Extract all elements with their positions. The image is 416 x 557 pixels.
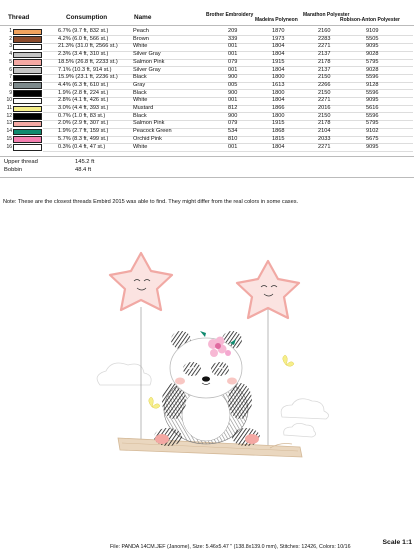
marathon-code: 2150: [318, 112, 331, 119]
thread-color-swatch: [13, 44, 42, 51]
header-separator: [0, 25, 414, 26]
thread-number: 12: [6, 112, 12, 119]
thread-name: Brown: [133, 35, 149, 42]
thread-name: Peacock Green: [133, 128, 172, 135]
thread-name: Orchid Pink: [133, 135, 162, 142]
thread-name: Gray: [133, 81, 146, 88]
thread-consumption: 6.7% (9.7 ft, 832 st.): [58, 28, 109, 34]
note-text: Note: These are the closest threads Embird 2015 was able to find. They might differ from the real colors in some cases.: [3, 199, 299, 205]
upper-thread-value: 145.2 ft: [75, 159, 95, 165]
header-brother: Brother Embroidery: [206, 12, 254, 18]
thread-consumption: 1.9% (2.7 ft, 159 st.): [58, 128, 109, 135]
header-marathon: Marathon Polyester: [303, 12, 350, 18]
marathon-code: 2283: [318, 35, 331, 42]
robison-code: 5596: [366, 74, 379, 81]
robison-code: 5505: [366, 35, 379, 42]
thread-color-swatch: [13, 129, 42, 136]
marathon-code: 2033: [318, 135, 331, 142]
thread-color-swatch: [13, 29, 42, 36]
marathon-code: 2178: [318, 120, 331, 127]
marathon-code: 2016: [318, 105, 331, 111]
robison-code: 9095: [366, 97, 379, 104]
cloud-right: [281, 399, 328, 419]
thread-name: Salmon Pink: [133, 120, 165, 127]
thread-name: Mustard: [133, 105, 154, 111]
madeira-code: 1915: [272, 120, 285, 127]
thread-consumption: 4.2% (6.0 ft, 566 st.): [58, 35, 109, 42]
robison-code: 5596: [366, 112, 379, 119]
thread-name: Black: [133, 112, 147, 119]
marathon-code: 2150: [318, 89, 331, 96]
bobbin-value: 48.4 ft: [75, 167, 92, 173]
thread-color-swatch: [13, 90, 42, 97]
header-robison: Robison-Anton Polyester: [340, 17, 401, 23]
thread-name: Salmon Pink: [133, 58, 165, 65]
brother-code: 339: [228, 35, 238, 42]
madeira-code: 1804: [272, 66, 285, 73]
thread-consumption: 18.5% (26.8 ft, 2233 st.): [58, 58, 118, 65]
thread-color-swatch: [13, 144, 42, 151]
thread-number: 2: [9, 35, 12, 42]
madeira-code: 1804: [272, 97, 285, 104]
brother-code: 812: [228, 105, 238, 111]
upper-thread-label: Upper thread: [4, 159, 38, 165]
robison-code: 9095: [366, 143, 379, 150]
marathon-code: 2137: [318, 66, 331, 73]
butterfly-right: [283, 355, 294, 366]
thread-consumption: 3.0% (4.4 ft, 393 st.): [58, 105, 109, 111]
panda: [154, 331, 260, 446]
star-balloon-left: [110, 253, 172, 310]
thread-color-swatch: [13, 67, 42, 74]
robison-code: 5795: [366, 120, 379, 127]
marathon-code: 2271: [318, 143, 331, 150]
madeira-code: 1973: [272, 35, 285, 42]
robison-code: 5795: [366, 58, 379, 65]
brother-code: 079: [228, 58, 238, 65]
robison-code: 9028: [366, 66, 379, 73]
thread-consumption: 21.3% (31.0 ft, 2566 st.): [58, 43, 118, 50]
madeira-code: 1915: [272, 58, 285, 65]
scale-label: Scale 1:1: [382, 539, 412, 546]
robison-code: 9028: [366, 51, 379, 58]
madeira-code: 1866: [272, 105, 285, 111]
marathon-code: 2271: [318, 97, 331, 104]
marathon-code: 2137: [318, 51, 331, 58]
row-divider: [43, 151, 413, 152]
madeira-code: 1870: [272, 28, 285, 34]
thread-consumption: 0.7% (1.0 ft, 83 st.): [58, 112, 106, 119]
header-thread: Thread: [8, 14, 30, 21]
thread-number: 3: [9, 43, 12, 50]
brother-code: 001: [228, 97, 238, 104]
thread-color-swatch: [13, 59, 42, 66]
robison-code: 9095: [366, 43, 379, 50]
header-consumption: Consumption: [66, 14, 108, 21]
madeira-code: 1804: [272, 143, 285, 150]
thread-number: 16: [6, 143, 12, 150]
panda-embroidery-design: [0, 225, 416, 535]
brother-code: 001: [228, 66, 238, 73]
butterfly-left: [149, 397, 160, 408]
madeira-code: 1800: [272, 89, 285, 96]
thread-name: Black: [133, 74, 147, 81]
header-madeira: Madeira Polyneon: [255, 17, 298, 23]
thread-color-swatch: [13, 113, 42, 120]
bobbin-label: Bobbin: [4, 167, 23, 173]
madeira-code: 1804: [272, 43, 285, 50]
thread-number: 13: [6, 120, 12, 127]
marathon-code: 2271: [318, 43, 331, 50]
thread-color-swatch: [13, 98, 42, 105]
thread-consumption: 2.8% (4.1 ft, 426 st.): [58, 97, 109, 104]
brother-code: 001: [228, 143, 238, 150]
thread-consumption: 1.9% (2.8 ft, 224 st.): [58, 89, 109, 96]
madeira-code: 1800: [272, 112, 285, 119]
thread-number: 10: [6, 97, 12, 104]
thread-number: 11: [6, 105, 12, 111]
cloud-left: [97, 363, 151, 385]
totals-bottom-separator: [0, 177, 414, 178]
brother-code: 534: [228, 128, 238, 135]
robison-code: 5616: [366, 105, 379, 111]
madeira-code: 1804: [272, 51, 285, 58]
thread-name: White: [133, 43, 148, 50]
thread-color-swatch: [13, 136, 42, 143]
thread-consumption: 0.3% (0.4 ft, 47 st.): [58, 143, 106, 150]
thread-name: White: [133, 97, 148, 104]
thread-color-swatch: [13, 106, 42, 113]
thread-number: 9: [9, 89, 12, 96]
thread-color-swatch: [13, 75, 42, 82]
brother-code: 900: [228, 74, 238, 81]
robison-code: 9102: [366, 128, 379, 135]
header-name: Name: [134, 14, 152, 21]
totals-separator: [0, 156, 414, 157]
thread-name: Silver Gray: [133, 51, 161, 58]
brother-code: 079: [228, 120, 238, 127]
thread-number: 8: [9, 81, 12, 88]
madeira-code: 1868: [272, 128, 285, 135]
marathon-code: 2160: [318, 28, 331, 34]
thread-color-swatch: [13, 36, 42, 43]
thread-number: 1: [9, 28, 12, 34]
thread-name: Peach: [133, 28, 149, 34]
brother-code: 001: [228, 51, 238, 58]
marathon-code: 2266: [318, 81, 331, 88]
thread-consumption: 4.4% (6.3 ft, 610 st.): [58, 81, 109, 88]
thread-color-swatch: [13, 52, 42, 59]
thread-consumption: 2.0% (2.9 ft, 307 st.): [58, 120, 109, 127]
thread-name: White: [133, 143, 148, 150]
thread-consumption: 15.9% (23.1 ft, 2236 st.): [58, 74, 118, 81]
thread-color-swatch: [13, 82, 42, 89]
brother-code: 001: [228, 43, 238, 50]
thread-number: 6: [9, 66, 12, 73]
robison-code: 9128: [366, 81, 379, 88]
madeira-code: 1815: [272, 135, 285, 142]
thread-name: Silver Gray: [133, 66, 161, 73]
thread-consumption: 7.1% (10.3 ft, 914 st.): [58, 66, 112, 73]
file-info-footer: File: PANDA 14CM.JEF (Janome), Size: 5.46x5.47 " (138.8x139.0 mm), Stitches: 12426, Colors: 10/16: [110, 544, 351, 550]
robison-code: 9109: [366, 28, 379, 34]
robison-code: 5596: [366, 89, 379, 96]
thread-number: 4: [9, 51, 12, 58]
madeira-code: 1613: [272, 81, 285, 88]
brother-code: 810: [228, 135, 238, 142]
thread-consumption: 5.7% (8.3 ft, 499 st.): [58, 135, 109, 142]
marathon-code: 2178: [318, 58, 331, 65]
robison-code: 5675: [366, 135, 379, 142]
cloud-bottom-right: [284, 423, 316, 437]
thread-number: 5: [9, 58, 12, 65]
marathon-code: 2150: [318, 74, 331, 81]
thread-number: 15: [6, 135, 12, 142]
marathon-code: 2104: [318, 128, 331, 135]
brother-code: 209: [228, 28, 238, 34]
thread-number: 14: [6, 128, 12, 135]
thread-color-swatch: [13, 121, 42, 128]
thread-consumption: 2.3% (3.4 ft, 310 st.): [58, 51, 109, 58]
thread-number: 7: [9, 74, 12, 81]
brother-code: 900: [228, 89, 238, 96]
thread-name: Black: [133, 89, 147, 96]
madeira-code: 1800: [272, 74, 285, 81]
brother-code: 005: [228, 81, 238, 88]
brother-code: 900: [228, 112, 238, 119]
